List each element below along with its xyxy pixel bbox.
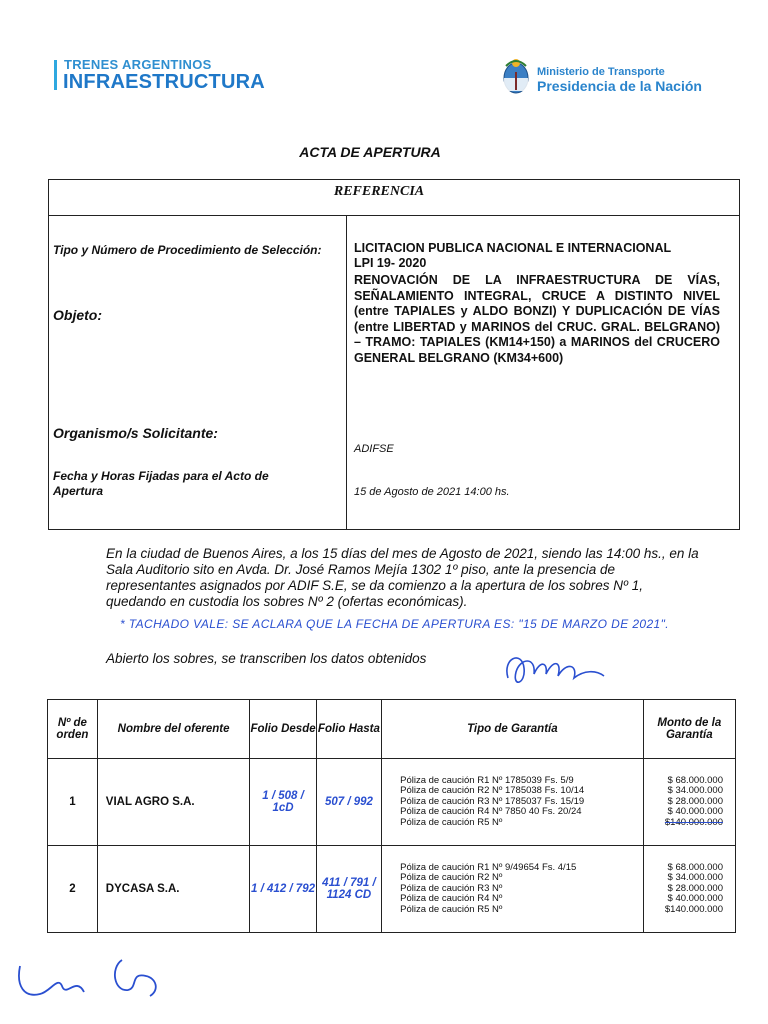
header-amount: Monto de la Garantía <box>643 700 735 759</box>
row-guarantees <box>382 759 644 846</box>
row-folio-from: 1 / 508 / 1cD <box>250 759 316 846</box>
amount-line: $ 68.000.000 <box>667 861 723 873</box>
object-value: RENOVACIÓN DE LA INFRAESTRUCTURA DE VÍAS, SEÑALAMIENTO INTEGRAL, CRUCE A DISTINTO NIVEL (entre TAPIALES y ALDO BONZI) Y DUPLICACIÓN DE VÍAS (entre LIBERTAD y MARINOS del CRUC. GRAL. BELGRANO) – TRAMO: TAPIALES (KM14+150) a MARINOS del CRUCERO GENERAL BELGRANO (KM34+600) <box>354 273 720 365</box>
row-bidder: DYCASA S.A. <box>97 846 250 933</box>
header-guarantee: Tipo de Garantía <box>382 700 644 759</box>
bidders-table <box>47 699 736 933</box>
procedure-value-line-2: LPI 19- 2020 <box>354 256 427 270</box>
header-bidder: Nombre del oferente <box>97 700 250 759</box>
row-bidder: VIAL AGRO S.A. <box>97 759 250 846</box>
amount-line: $140.000.000 <box>664 816 723 828</box>
ministry-name: Ministerio de Transporte <box>537 66 665 78</box>
guarantee-line: Póliza de caución R3 Nº 1785037 Fs. 15/19 <box>400 795 585 807</box>
reference-heading: REFERENCIA <box>333 184 425 199</box>
guarantee-line: Póliza de caución R5 Nº <box>400 816 503 828</box>
row-folio-to: 507 / 992 <box>316 759 381 846</box>
brand-main-text: INFRAESTRUCTURA <box>63 71 265 93</box>
row-amounts <box>643 846 735 933</box>
row-amounts <box>643 759 735 846</box>
guarantee-line: Póliza de caución R2 Nº 1785038 Fs. 10/14 <box>400 785 585 797</box>
row-order: 2 <box>48 846 98 933</box>
reference-divider <box>48 215 740 216</box>
opening-paragraph: En la ciudad de Buenos Aires, a los 15 días del mes de Agosto de 2021, siendo las 14:00 hs., en la Sala Auditorio sito en Avda. Dr. José Ramos Mejía 1302 1º piso, ante la presencia de representantes asignados por ADIF S.E, se da comienzo a la apertura de los sobres Nº 1, quedando en custodia los sobres Nº 2 (ofertas económicas). <box>106 546 699 609</box>
guarantee-line: Póliza de caución R4 Nº 7850 40 Fs. 20/24 <box>400 806 582 818</box>
organism-label: Organismo/s Solicitante: <box>53 425 218 441</box>
row-guarantees <box>382 846 644 933</box>
amount-line: $ 28.000.000 <box>667 882 723 894</box>
object-label: Objeto: <box>53 307 102 323</box>
table-header-row <box>48 700 736 759</box>
procedure-value-line-1: LICITACION PUBLICA NACIONAL E INTERNACIONAL <box>354 241 672 255</box>
amount-line: $ 34.000.000 <box>667 872 723 884</box>
amount-line: $140.000.000 <box>664 903 723 915</box>
guarantee-line: Póliza de caución R5 Nº <box>400 903 503 915</box>
procedure-value <box>354 241 714 271</box>
amount-line: $ 28.000.000 <box>667 795 723 807</box>
row-folio-from: 1 / 412 / 792 <box>250 846 316 933</box>
amount-line: $ 40.000.000 <box>667 893 723 905</box>
header-order: Nº de orden <box>48 700 98 759</box>
signature-icon <box>500 648 620 692</box>
date-label: Fecha y Horas Fijadas para el Acto de Apertura <box>53 469 269 498</box>
brand-accent-bar <box>54 60 57 90</box>
handwritten-initials-icon <box>10 946 180 1006</box>
document-title: ACTA DE APERTURA <box>299 144 441 160</box>
header-folio-to: Folio Hasta <box>316 700 381 759</box>
header-folio-from: Folio Desde <box>250 700 316 759</box>
date-value: 15 de Agosto de 2021 14:00 hs. <box>354 486 510 498</box>
opened-envelopes-text: Abierto los sobres, se transcriben los datos obtenidos <box>106 651 427 666</box>
guarantee-line: Póliza de caución R2 Nº <box>400 872 503 884</box>
guarantee-line: Póliza de caución R1 Nº 1785039 Fs. 5/9 <box>400 774 574 786</box>
reference-column-divider <box>346 216 347 530</box>
amount-line: $ 40.000.000 <box>667 806 723 818</box>
guarantee-line: Póliza de caución R4 Nº <box>400 893 503 905</box>
amount-line: $ 34.000.000 <box>667 785 723 797</box>
amount-line: $ 68.000.000 <box>667 774 723 786</box>
row-order: 1 <box>48 759 98 846</box>
handwritten-note: * TACHADO VALE: SE ACLARA QUE LA FECHA DE APERTURA ES: "15 DE MARZO DE 2021". <box>120 617 670 631</box>
procedure-label: Tipo y Número de Procedimiento de Selección: <box>53 243 322 257</box>
presidency-name: Presidencia de la Nación <box>537 78 702 94</box>
guarantee-line: Póliza de caución R1 Nº 9/49654 Fs. 4/15 <box>400 861 577 873</box>
brand-top-text: TRENES ARGENTINOS <box>64 57 212 72</box>
row-folio-to: 411 / 791 / 1124 CD <box>316 846 381 933</box>
national-seal-icon <box>502 58 530 96</box>
table-row <box>48 846 736 933</box>
guarantee-line: Póliza de caución R3 Nº <box>400 882 503 894</box>
organism-value: ADIFSE <box>354 443 394 455</box>
table-row <box>48 759 736 846</box>
